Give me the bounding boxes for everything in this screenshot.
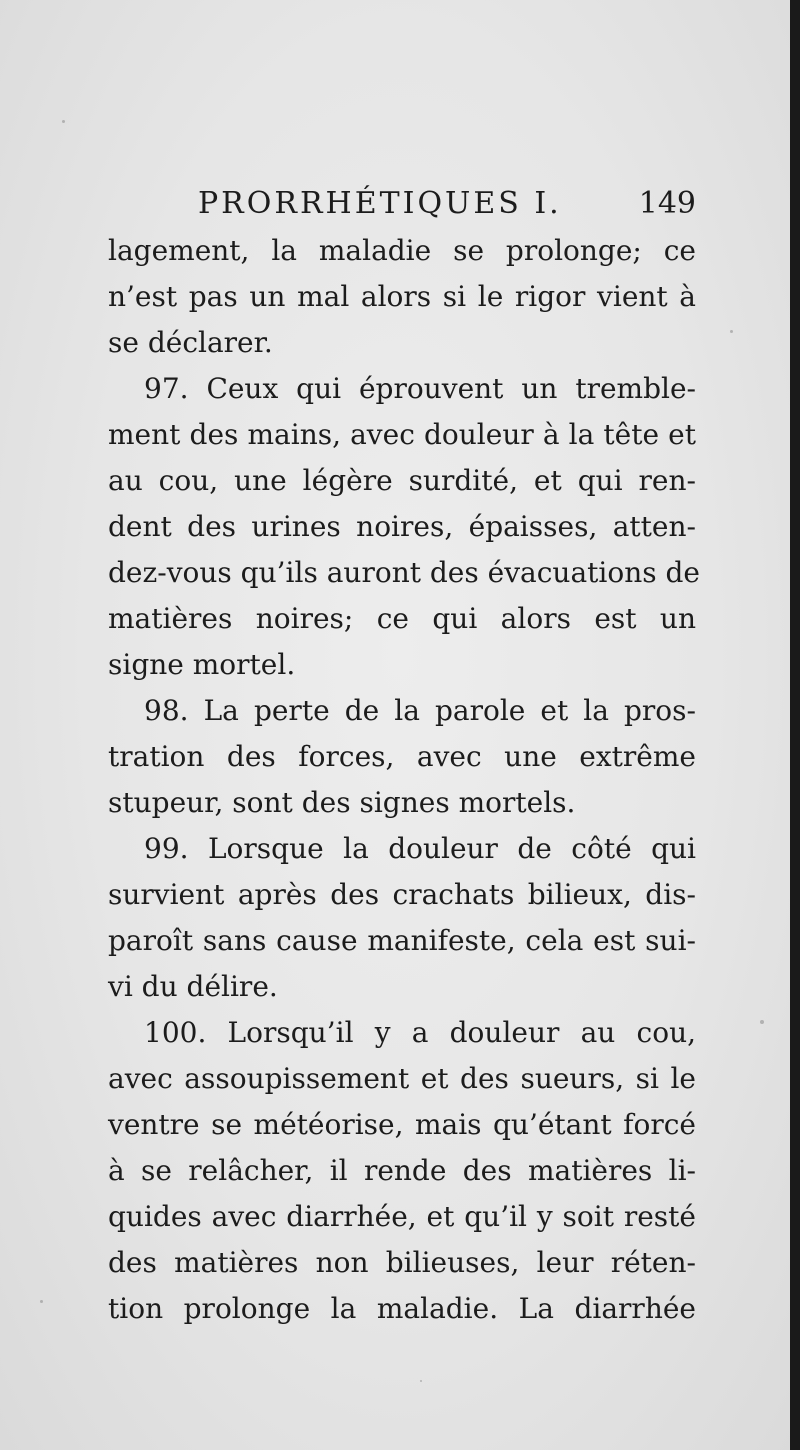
text-line: 100. Lorsqu’il y a douleur au cou, [144, 1016, 696, 1049]
text-line: tration des forces, avec une extrême [108, 740, 696, 773]
text-line: se déclarer. [108, 326, 273, 359]
text-line: 97. Ceux qui éprouvent un tremble- [144, 372, 696, 405]
text-line: survient après des crachats bilieux, dis- [108, 878, 696, 911]
running-title: PRORRHÉTIQUES I. [198, 186, 562, 221]
text-line: ment des mains, avec douleur à la tête et [108, 418, 696, 451]
paper-speck [760, 1020, 764, 1024]
text-line: stupeur, sont des signes mortels. [108, 786, 576, 819]
paper-speck [420, 1380, 422, 1382]
body-text [108, 228, 700, 1332]
paper-speck [40, 1300, 43, 1303]
paper-speck [62, 120, 65, 123]
text-line: 98. La perte de la parole et la pros- [144, 694, 696, 727]
text-line: dez-vous qu’ils auront des évacuations de [108, 556, 700, 589]
text-line: des matières non bilieuses, leur réten- [108, 1246, 696, 1279]
text-line: quides avec diarrhée, et qu’il y soit resté [108, 1200, 696, 1233]
text-line: ventre se météorise, mais qu’étant forcé [108, 1108, 696, 1141]
paper-speck [730, 330, 733, 333]
text-line: paroît sans cause manifeste, cela est sui- [108, 924, 696, 957]
text-line: à se relâcher, il rende des matières li- [108, 1154, 696, 1187]
text-line: dent des urines noires, épaisses, atten- [108, 510, 696, 543]
text-line: signe mortel. [108, 648, 296, 681]
text-line: n’est pas un mal alors si le rigor vient à [108, 280, 696, 313]
page-number: 149 [638, 186, 696, 221]
text-line: au cou, une légère surdité, et qui ren- [108, 464, 696, 497]
text-line: matières noires; ce qui alors est un [108, 602, 696, 635]
text-line: 99. Lorsque la douleur de côté qui [144, 832, 696, 865]
text-line: vi du délire. [108, 970, 278, 1003]
text-line: avec assoupissement et des sueurs, si le [108, 1062, 696, 1095]
text-line: lagement, la maladie se prolonge; ce [108, 234, 696, 267]
text-line: tion prolonge la maladie. La diarrhée [108, 1292, 696, 1325]
page-edge-shadow [790, 0, 800, 1450]
running-head [108, 184, 696, 224]
